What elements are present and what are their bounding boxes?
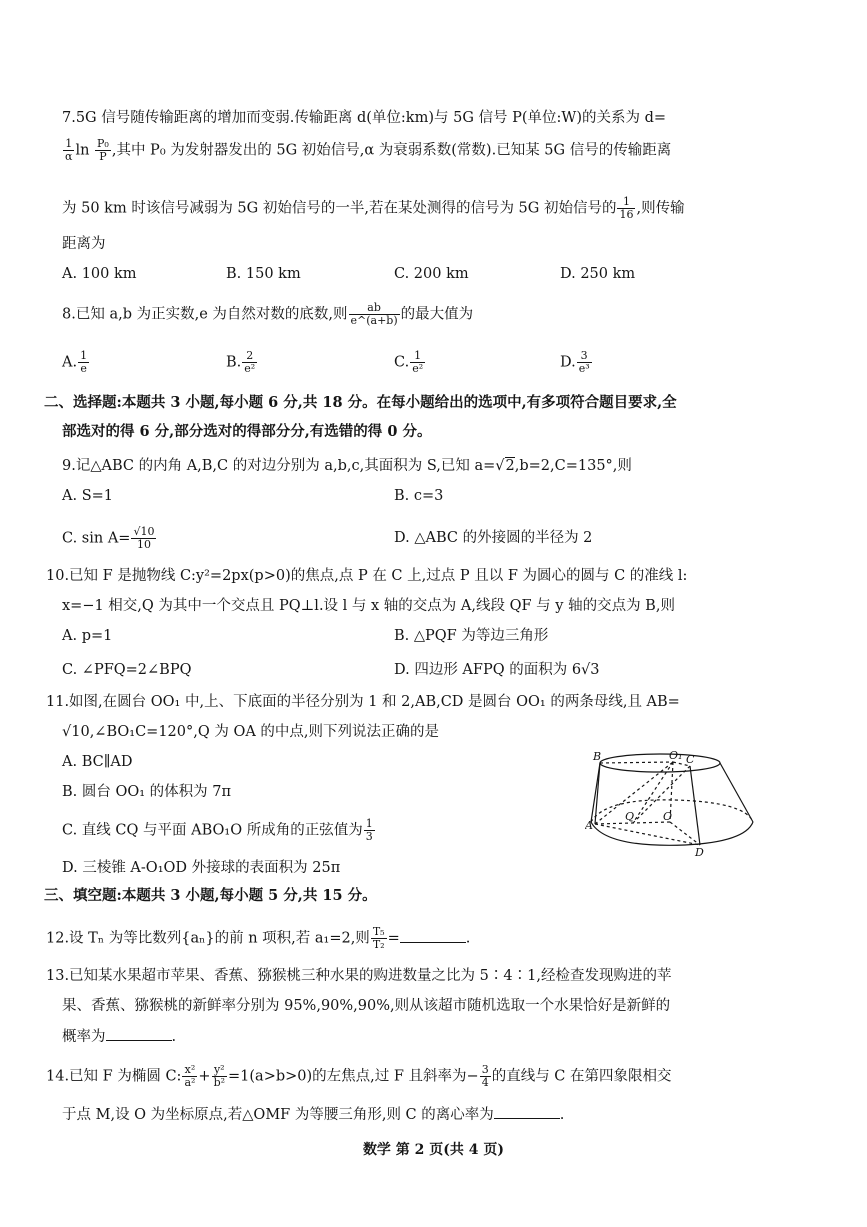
q7-line3: 为 50 km 时该信号减弱为 5G 初始信号的一半,若在某处测得的信号为 5G 初始信号的 $\frac{1}{16}$ ,则传输 bbox=[62, 195, 685, 221]
fraction: $\frac{1}{16}$ bbox=[619, 195, 634, 221]
section-2-heading: 二、选择题:本题共 3 小题,每小题 6 分,共 18 分。在每小题给出的选项中,有多项符合题目要求,全 bbox=[44, 394, 677, 411]
label-b: B bbox=[593, 750, 602, 763]
q10-option-d: D. 四边形 AFPQ 的面积为 6√3 bbox=[394, 662, 600, 678]
q12-stem: 12.设 Tₙ 为等比数列{aₙ}的前 n 项积,若 a₁=2,则 $\frac{\text{T₅}}{\text{T₂}}$ = . bbox=[46, 925, 471, 951]
q8-option-a: A. $\frac{1}{e}$ bbox=[62, 349, 88, 375]
q10-option-c: C. ∠PFQ=2∠BPQ bbox=[62, 662, 192, 678]
q9-option-a: A. S=1 bbox=[62, 488, 113, 504]
section-3-heading: 三、填空题:本题共 3 小题,每小题 5 分,共 15 分。 bbox=[44, 887, 377, 904]
page-footer: 数学 第 2 页(共 4 页) bbox=[362, 1142, 505, 1158]
q11-line1: 11.如图,在圆台 OO₁ 中,上、下底面的半径分别为 1 和 2,AB,CD 是圆台 OO₁ 的两条母线,且 AB= bbox=[46, 694, 680, 710]
q7-line2: $\frac{1}{\alpha}$ ln $\frac{\text{P₀}}{P}$ ,其中 P₀ 为发射器发出的 5G 初始信号,α 为衰弱系数(常数).已知某 5G 信号的传输距离 bbox=[65, 137, 672, 163]
q10-option-b: B. △PQF 为等边三角形 bbox=[394, 628, 549, 644]
q7-line4: 距离为 bbox=[62, 236, 106, 252]
label-o: O bbox=[663, 810, 673, 823]
q11-option-d: D. 三棱锥 A-O₁OD 外接球的表面积为 25π bbox=[62, 860, 341, 876]
fraction: $\frac{1}{\alpha}$ bbox=[65, 137, 73, 163]
q11-option-b: B. 圆台 OO₁ 的体积为 7π bbox=[62, 784, 232, 800]
q7-option-d: D. 250 km bbox=[560, 266, 636, 282]
answer-blank bbox=[494, 1104, 560, 1119]
q8-option-b: B. $\frac{2}{\text{e²}}$ bbox=[226, 349, 256, 375]
q13-line1: 13.已知某水果超市苹果、香蕉、猕猴桃三种水果的购进数量之比为 5∶4∶1,经检查发现购进的苹 bbox=[46, 968, 672, 984]
frustum-figure bbox=[585, 750, 765, 860]
q14-line2: 于点 M,设 O 为坐标原点,若△OMF 为等腰三角形,则 C 的离心率为 . bbox=[62, 1104, 564, 1125]
q13-line2: 果、香蕉、猕猴桃的新鲜率分别为 95%,90%,90%,则从该超市随机选取一个水果恰好是新鲜的 bbox=[62, 998, 671, 1014]
section-2-heading-cont: 部选对的得 6 分,部分选对的得部分分,有选错的得 0 分。 bbox=[62, 423, 432, 440]
q14-line1: 14.已知 F 为椭圆 C: $\frac{\text{x²}}{\text{a²}}$ + $\frac{\text{y²}}{\text{b²}}$ =1(a>b>0)的左焦点,过 F 且斜率为− $\frac{3}{4}$ 的直线与 C 在第四象限相交 bbox=[46, 1063, 672, 1089]
q8-option-c: C. $\frac{1}{\text{e²}}$ bbox=[394, 349, 424, 375]
q7-line1: 7.5G 信号随传输距离的增加而变弱.传输距离 d(单位:km)与 5G 信号 P(单位:W)的关系为 d= bbox=[62, 110, 667, 126]
q7-option-c: C. 200 km bbox=[394, 266, 469, 282]
q7-option-b: B. 150 km bbox=[226, 266, 301, 282]
label-c: C bbox=[686, 753, 695, 766]
q9-option-b: B. c=3 bbox=[394, 488, 444, 504]
q13-line3: 概率为 . bbox=[62, 1026, 176, 1047]
label-d: D bbox=[695, 846, 704, 859]
answer-blank bbox=[400, 928, 466, 943]
q11-option-a: A. BC∥AD bbox=[62, 754, 133, 770]
label-o1: O₁ bbox=[669, 750, 683, 762]
label-a: A bbox=[585, 819, 593, 832]
fraction: $\frac{ab}{e\^{}(a+b)}$ bbox=[350, 301, 398, 327]
q7-option-a: A. 100 km bbox=[62, 266, 137, 282]
q11-line2: √10,∠BO₁C=120°,Q 为 OA 的中点,则下列说法正确的是 bbox=[62, 724, 440, 740]
fraction: $\frac{\text{P₀}}{P}$ bbox=[97, 137, 109, 163]
q8-option-d: D. $\frac{3}{\text{e³}}$ bbox=[560, 349, 590, 375]
q8-stem: 8.已知 a,b 为正实数,e 为自然对数的底数,则 $\frac{ab}{e\^{}(a+b)}$ 的最大值为 bbox=[62, 301, 474, 327]
q11-option-c: C. 直线 CQ 与平面 ABO₁O 所成角的正弦值为 $\frac{1}{3}$ bbox=[62, 817, 373, 843]
answer-blank bbox=[106, 1026, 172, 1041]
q9-option-d: D. △ABC 的外接圆的半径为 2 bbox=[394, 530, 593, 546]
q10-line2: x=−1 相交,Q 为其中一个交点且 PQ⊥l.设 l 与 x 轴的交点为 A,线段 QF 与 y 轴的交点为 B,则 bbox=[62, 598, 675, 614]
q10-line1: 10.已知 F 是抛物线 C:y²=2px(p>0)的焦点,点 P 在 C 上,过点 P 且以 F 为圆心的圆与 C 的准线 l: bbox=[46, 568, 688, 584]
label-q: Q bbox=[625, 810, 635, 823]
q10-option-a: A. p=1 bbox=[62, 628, 113, 644]
q9-stem: 9.记△ABC 的内角 A,B,C 的对边分别为 a,b,c,其面积为 S,已知 a=√2,b=2,C=135°,则 bbox=[62, 458, 632, 474]
q9-option-c: C. sin A= $\frac{√10}{10}$ bbox=[62, 525, 155, 551]
